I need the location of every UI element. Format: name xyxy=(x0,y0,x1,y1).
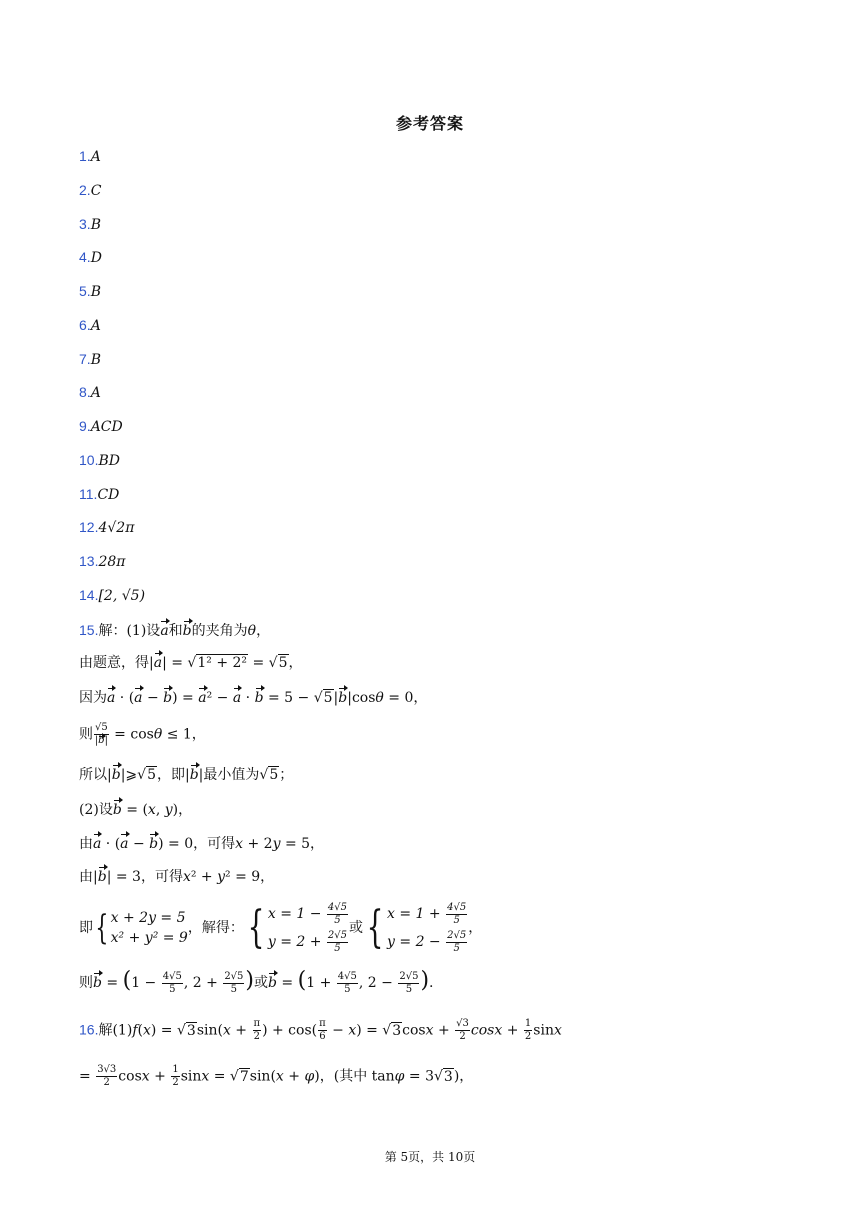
answer-number: 7. xyxy=(79,351,91,367)
page-footer: 第 5页，共 10页 xyxy=(384,1150,476,1164)
answer-number: 13. xyxy=(79,553,99,569)
answer-value: B xyxy=(90,217,101,233)
answer-number: 10. xyxy=(79,452,99,468)
answer-value: B xyxy=(90,284,101,300)
answer-item xyxy=(79,517,134,537)
answer-item xyxy=(79,247,102,267)
answer-value: CD xyxy=(97,487,120,503)
q15-line-10: 则b = (1 − $\frac{4√5}{5}$ , 2 + $\frac{2√5}{5}$ )或b = (1 + $\frac{4√5}{5}$ , 2 − $\frac{2√5}{5}$ ). xyxy=(79,968,434,995)
q15-line-2: 由题意，得|a| = √1² + 2² = √5， xyxy=(79,652,303,674)
answer-item xyxy=(79,180,101,200)
answer-number: 6. xyxy=(79,317,91,333)
answer-value: BD xyxy=(98,453,120,469)
answer-value: 28π xyxy=(98,554,126,570)
answer-item xyxy=(79,315,101,335)
q15-number: 15. xyxy=(79,622,99,638)
q15-line-8: 由|b| = 3，可得x² + y² = 9， xyxy=(79,866,274,888)
answer-item xyxy=(79,146,101,166)
answer-number: 5. xyxy=(79,283,91,299)
answer-item xyxy=(79,214,101,234)
q15-line-9: 即{ x + 2y = 5 x² + y² = 9，解得：{ x = 1 − $\frac{4√5}{5}$ y = 2 + $\frac{2√5}{5}$ 或{ x = 1 + $\frac{4√5}{5}$ y = 2 − $\frac{2√5}{5}$ ， xyxy=(79,901,483,954)
page-title: 参考答案 xyxy=(395,114,464,133)
answer-value: ACD xyxy=(90,419,123,435)
answer-item xyxy=(79,585,145,605)
answer-item xyxy=(79,450,120,470)
answer-item xyxy=(79,484,119,504)
answer-item xyxy=(79,281,101,301)
answer-number: 9. xyxy=(79,418,91,434)
q16-line-1: 16.解(1)f(x) = √3sin(x + $\frac{\pi}{2}$ ) + cos( $\frac{\pi}{6}$ − x) = √3cosx + $\frac{√3}{2}$ cosx + $\frac{1}{2}$ sinx xyxy=(79,1018,562,1042)
answer-number: 12. xyxy=(79,519,99,535)
answer-item xyxy=(79,382,101,402)
answer-item xyxy=(79,416,123,436)
answer-value: C xyxy=(90,183,102,199)
q15-line-3: 因为a · (a − b) = a² − a · b = 5 − √5|b|cosθ = 0， xyxy=(79,687,427,709)
q15-line-4: 则 $\frac{√5}{|b|}$ = cosθ ≤ 1， xyxy=(79,722,206,746)
answer-item xyxy=(79,349,101,369)
q15-line-7: 由a · (a − b) = 0，可得x + 2y = 5， xyxy=(79,833,324,855)
answer-number: 8. xyxy=(79,384,91,400)
answer-number: 2. xyxy=(79,182,91,198)
q15-line-6: (2)设b = (x, y)， xyxy=(79,799,192,821)
answer-value: B xyxy=(90,352,101,368)
answer-number: 14. xyxy=(79,587,99,603)
q15-line-5: 所以|b|⩾√5，即|b|最小值为√5； xyxy=(79,764,293,786)
answer-number: 4. xyxy=(79,249,91,265)
answer-number: 1. xyxy=(79,148,91,164)
answer-value: 4√2π xyxy=(98,520,135,536)
answer-value: A xyxy=(90,149,101,165)
answer-value: A xyxy=(90,318,101,334)
answer-value: [2, √5) xyxy=(98,588,146,604)
q16-line-2: = $\frac{3√3}{2}$ cosx + $\frac{1}{2}$ sinx = √7sin(x + φ)，(其中 tanφ = 3√3)， xyxy=(79,1064,474,1088)
answer-number: 3. xyxy=(79,216,91,232)
answer-item xyxy=(79,551,125,571)
answer-value: A xyxy=(90,385,101,401)
q16-number: 16. xyxy=(79,1021,99,1038)
answer-number: 11. xyxy=(79,486,98,502)
q15-line-1: 15.解：(1)设a和b的夹角为θ， xyxy=(79,619,270,642)
answer-value: D xyxy=(90,250,102,266)
